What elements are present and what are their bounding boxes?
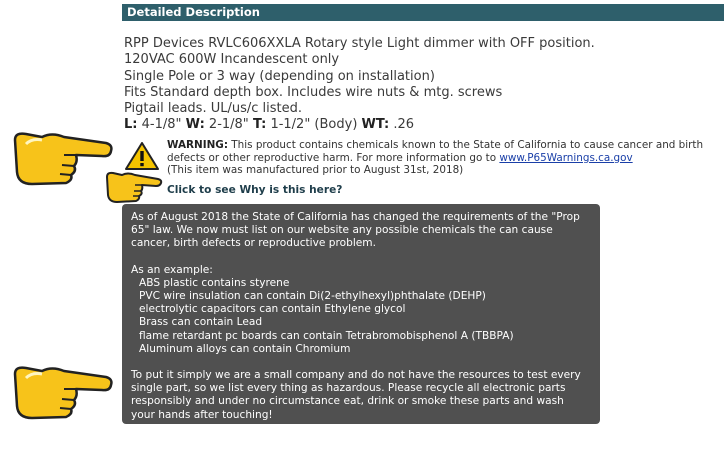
weight-label: WT: bbox=[361, 117, 390, 133]
example-item: Brass can contain Lead bbox=[139, 316, 263, 329]
thickness-label: T: bbox=[252, 117, 267, 133]
product-description bbox=[124, 36, 714, 134]
popup-closing: To put it simply we are a small company and do not have the resources to test every single part, so we list every thing as hazardous. Please recycle all electronic parts responsibly and under no circumstance eat, drink or smoke these parts and wash your hands after touching! bbox=[131, 369, 581, 421]
length-label: L: bbox=[124, 117, 138, 133]
description-line: RPP Devices RVLC606XXLA Rotary style Light dimmer with OFF position. bbox=[124, 36, 595, 51]
section-header-title: Detailed Description bbox=[127, 5, 260, 19]
pointing-hand-icon bbox=[105, 170, 163, 204]
prop65-explanation-popup bbox=[122, 204, 600, 424]
warning-icon bbox=[124, 141, 160, 171]
weight-value: .26 bbox=[393, 117, 415, 133]
width-value: 2-1/8" bbox=[208, 117, 249, 133]
section-header bbox=[122, 4, 724, 21]
p65-warnings-link[interactable]: www.P65Warnings.ca.gov bbox=[499, 151, 633, 164]
description-line: Pigtail leads. UL/us/c listed. bbox=[124, 101, 302, 117]
warning-body: This product contains chemicals known to the State of California to cause cancer and birth defects or other reproductive harm. For more information go to bbox=[167, 139, 704, 164]
pointing-hand-icon bbox=[12, 128, 114, 188]
description-line: 120VAC 600W Incandescent only bbox=[124, 52, 340, 68]
warning-text bbox=[167, 139, 723, 177]
example-item: Aluminum alloys can contain Chromium bbox=[139, 342, 351, 355]
description-line: Single Pole or 3 way (depending on installation) bbox=[124, 68, 435, 84]
popup-intro: As of August 2018 the State of California has changed the requirements of the "Prop 65" law. We now must list on our website any possible chemicals the can cause cancer, birth defects or reproductive problem. bbox=[131, 211, 580, 250]
dimensions-line bbox=[124, 117, 714, 133]
length-value: 4-1/8" bbox=[141, 117, 182, 133]
why-is-this-here-link[interactable]: Click to see Why is this here? bbox=[167, 184, 343, 196]
example-item: PVC wire insulation can contain Di(2-ethylhexyl)phthalate (DEHP) bbox=[139, 290, 486, 303]
example-item: electrolytic capacitors can contain Ethylene glycol bbox=[139, 303, 406, 316]
warning-label: WARNING: bbox=[167, 139, 228, 151]
pointing-hand-icon bbox=[12, 362, 114, 422]
width-label: W: bbox=[185, 117, 205, 133]
popup-example-heading: As an example: bbox=[131, 263, 213, 276]
example-item: flame retardant pc boards can contain Tetrabromobisphenol A (TBBPA) bbox=[139, 329, 514, 342]
description-line: Fits Standard depth box. Includes wire nuts & mtg. screws bbox=[124, 84, 503, 100]
thickness-value: 1-1/2" (Body) bbox=[270, 117, 358, 133]
manufactured-note: (This item was manufactured prior to August 31st, 2018) bbox=[167, 164, 464, 177]
example-item: ABS plastic contains styrene bbox=[139, 276, 290, 289]
